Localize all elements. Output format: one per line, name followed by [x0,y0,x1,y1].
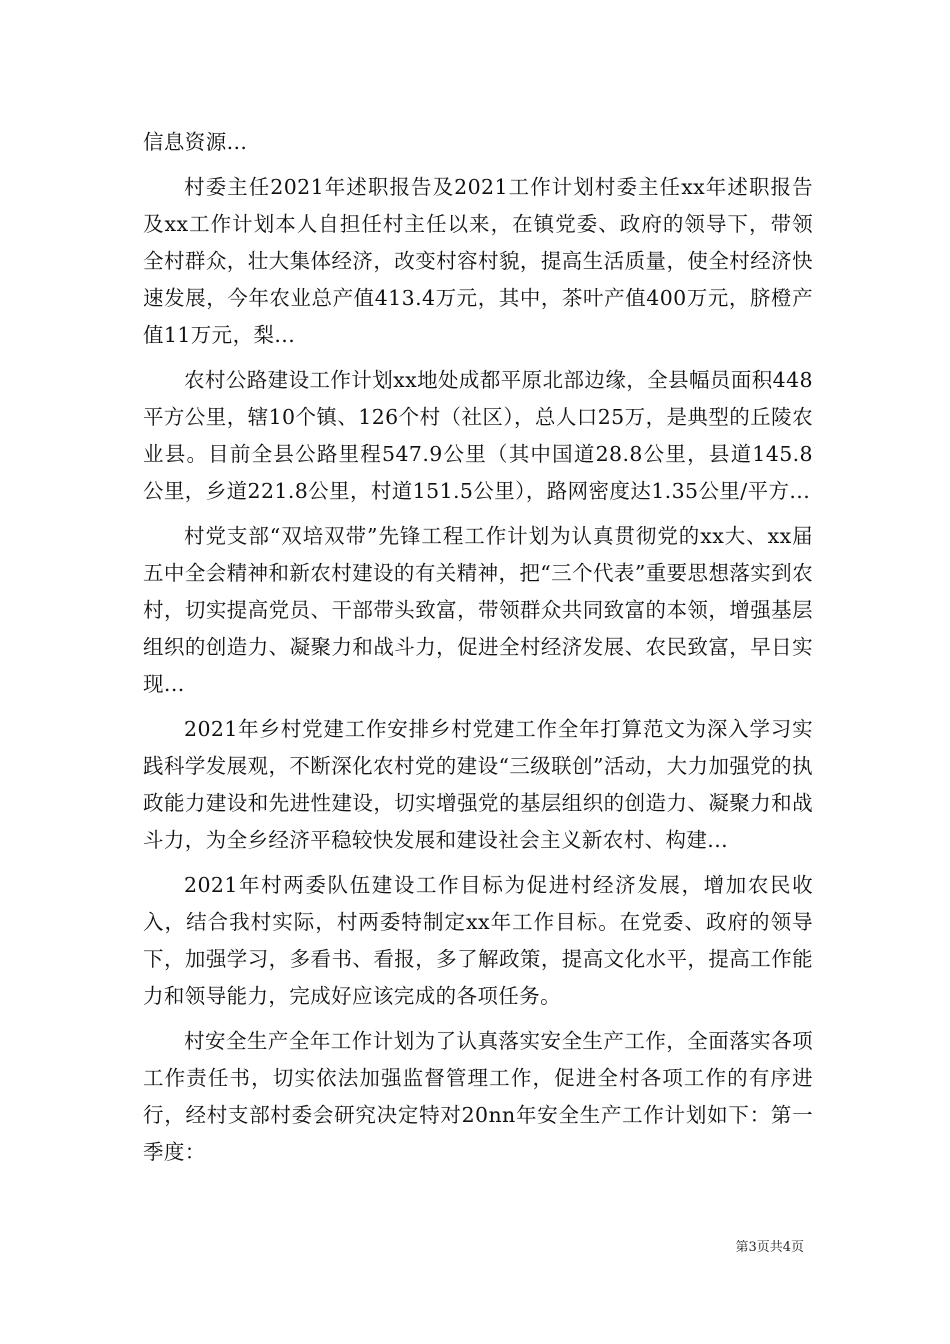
paragraph-party-building-arrangement: 2021年乡村党建工作安排乡村党建工作全年打算范文为深入学习实践科学发展观，不断深化农村党的建设“三级联创”活动，大力加强党的执政能力建设和先进性建设，切实增强党的基层组织的创造力、凝聚力和战斗力，为全乡经济平稳较快发展和建设社会主义新农村、构建... [143,717,813,852]
paragraph-safety-production-plan: 村安全生产全年工作计划为了认真落实安全生产工作，全面落实各项工作责任书，切实依法加强监督管理工作，促进全村各项工作的有序进行，经村支部村委会研究决定特对20nn年安全生产工作计划如下：第一季度： [143,1029,813,1164]
paragraph-village-committee-goals: 2021年村两委队伍建设工作目标为促进村经济发展，增加农民收入，结合我村实际，村两委特制定xx年工作目标。在党委、政府的领导下，加强学习，多看书、看报，多了解政策，提高文化水平，提高工作能力和领导能力，完成好应该完成的各项任务。 [143,873,813,1008]
paragraph-village-director-report: 村委主任2021年述职报告及2021工作计划村委主任xx年述职报告及xx工作计划本人自担任村主任以来，在镇党委、政府的领导下，带领全村群众，壮大集体经济，改变村容村貌，提高生活质量，使全村经济快速发展，今年农业总产值413.4万元，其中，茶叶产值400万元，脐橙产值11万元，梨... [143,175,813,347]
paragraph-party-branch-plan: 村党支部“双培双带”先锋工程工作计划为认真贯彻党的xx大、xx届五中全会精神和新农村建设的有关精神，把“三个代表”重要思想落实到农村，切实提高党员、干部带头致富，带领群众共同致富的本领，增强基层组织的创造力、凝聚力和战斗力，促进全村经济发展、农民致富，早日实现... [143,524,813,696]
page-number: 第3页共4页 [735,1240,804,1255]
paragraph-rural-road-plan: 农村公路建设工作计划xx地处成都平原北部边缘，全县幅员面积448平方公里，辖10个镇、126个村（社区），总人口25万，是典型的丘陵农业县。目前全县公路里程547.9公里（其中国道28.8公里，县道145.8公里，乡道221.8公里，村道151.5公里），路网密度达1.35公里/平方... [143,368,813,503]
paragraph-continuation: 信息资源... [143,130,248,154]
document-body [143,124,813,1179]
